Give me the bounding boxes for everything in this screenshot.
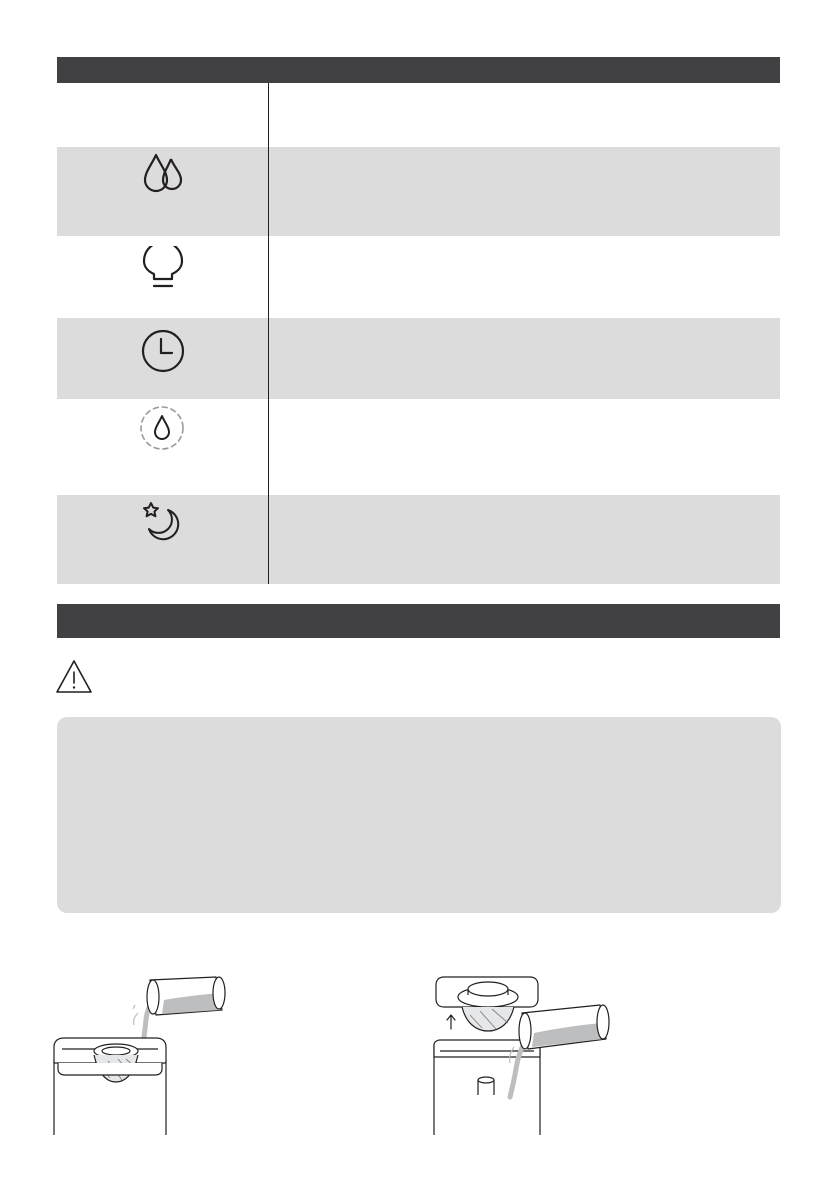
clock-icon (139, 329, 187, 375)
double-droplet-icon (140, 152, 186, 194)
table-column-divider (268, 83, 269, 584)
note-box-text (57, 717, 781, 757)
water-level-droplet-icon (139, 403, 185, 453)
illustration-fill-tank-from-top (50, 965, 240, 1140)
light-bulb-icon (140, 246, 186, 294)
note-box (57, 717, 781, 913)
section-header-bar (57, 604, 780, 638)
illustration-remove-lid-and-fill (430, 965, 620, 1140)
warning-triangle-icon (54, 658, 94, 696)
night-mode-moon-star-icon (138, 500, 186, 544)
function-table-header (57, 57, 780, 83)
